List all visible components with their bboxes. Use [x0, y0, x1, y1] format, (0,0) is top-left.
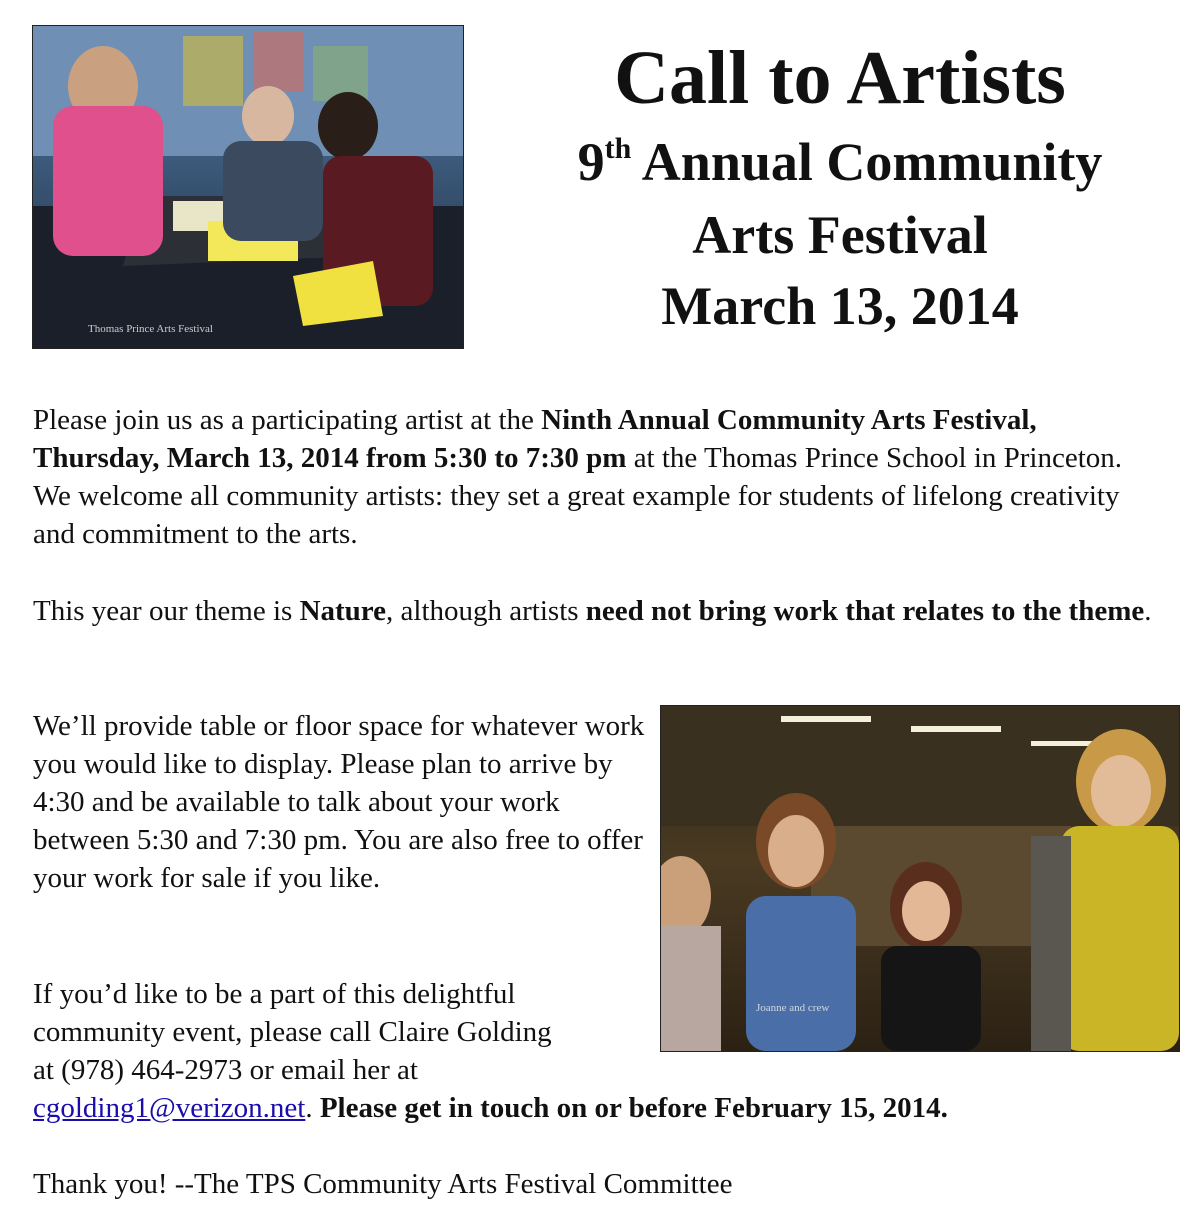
deadline-text: Please get in touch on or before February 15, 2014. [319, 1092, 948, 1124]
bold-text: Nature [299, 595, 387, 627]
text: Please join us as a participating artist at the [33, 404, 542, 436]
text: If you’d like to be a part of this delightful [33, 978, 516, 1010]
signoff: Thank you! --The TPS Community Arts Festival Committee [33, 1168, 733, 1200]
text: at (978) 464-2973 or email her at [33, 1054, 418, 1086]
text: community event, please call Claire Golding [33, 1016, 552, 1048]
theme-paragraph [33, 592, 1153, 630]
text: , although artists [386, 595, 586, 627]
photo-scene-table [33, 26, 463, 348]
photo-caption: Joanne and crew [756, 1002, 830, 1014]
logistics-paragraph: We’ll provide table or floor space for whatever work you would like to display. Please plan to arrive by 4:30 and be available to talk about your work between 5:30 and 7:30 pm. You are also free to offer your work for sale if you like. [33, 710, 645, 894]
ordinal-number: 9 [577, 132, 605, 192]
contact-paragraph [33, 975, 1173, 1127]
photo-caption: Thomas Prince Arts Festival [88, 323, 213, 335]
ordinal-suffix: th [604, 132, 632, 165]
festival-photo-top [32, 25, 464, 349]
intro-paragraph [33, 401, 1153, 553]
text: . [1144, 595, 1152, 627]
subtitle-line-2: Arts Festival [692, 205, 988, 265]
bold-text: need not bring work that relates to the theme [585, 595, 1145, 627]
subtitle-line-1 [480, 132, 1200, 192]
subtitle-line-1-text: Annual Community [631, 132, 1103, 192]
page-title: Call to Artists [614, 36, 1066, 120]
email-link[interactable]: cgolding1@verizon.net [33, 1092, 306, 1124]
text: This year our theme is [33, 595, 300, 627]
bold-text: Ninth Annual Community Arts Festival, Thursday, March 13, 2014 from 5:30 to 7:30 pm [33, 404, 1037, 474]
event-date: March 13, 2014 [661, 276, 1019, 336]
text: at the Thomas Prince School in Princeton. We welcome all community artists: they set a great example for students of lifelong creativity and commitment to the arts. [33, 442, 1123, 550]
text: . [305, 1092, 320, 1124]
